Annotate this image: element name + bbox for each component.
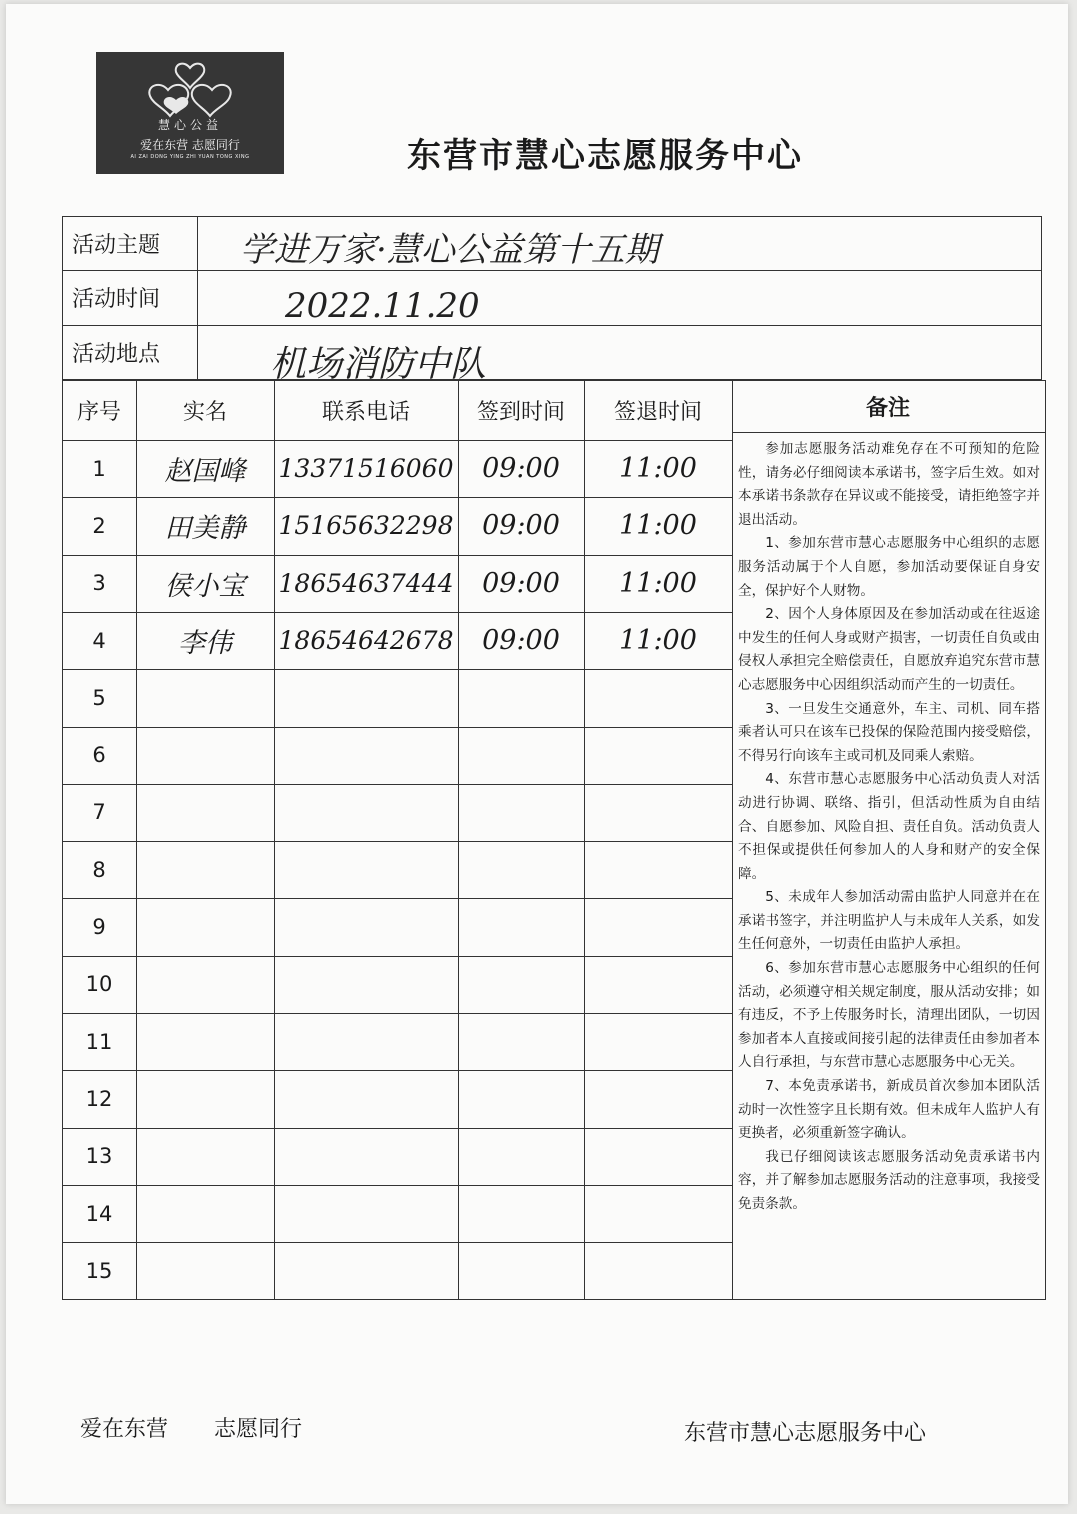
cell-name <box>136 784 274 841</box>
theme-label: 活动主题 <box>72 232 161 258</box>
cell-checkin <box>458 841 584 898</box>
cell-index: 2 <box>92 513 106 538</box>
cell-phone <box>274 1013 458 1070</box>
cell-checkout <box>584 841 732 898</box>
cell-phone: 15165632298 <box>278 511 454 541</box>
cell-checkout: 11:00 <box>619 510 697 542</box>
logo-slogan: 爱在东营 志愿同行 <box>140 138 240 152</box>
hearts-logo-icon <box>140 60 240 118</box>
cell-phone <box>274 1128 458 1185</box>
cell-checkin <box>458 898 584 955</box>
cell-phone <box>274 841 458 898</box>
cell-checkin <box>458 1070 584 1127</box>
page-title: 东营市慧心志愿服务中心 <box>407 136 803 176</box>
theme-value: 学进万家·慧心公益第十五期 <box>240 230 659 270</box>
cell-name <box>136 898 274 955</box>
cell-checkin <box>458 1013 584 1070</box>
cell-name <box>136 1013 274 1070</box>
cell-phone <box>274 1070 458 1127</box>
cell-checkin: 09:00 <box>482 453 560 485</box>
org-logo <box>96 52 284 174</box>
cell-checkout <box>584 898 732 955</box>
cell-name <box>136 1070 274 1127</box>
cell-checkout <box>584 1128 732 1185</box>
notes-paragraph: 6、参加东营市慧心志愿服务中心组织的任何活动，必须遵守相关规定制度，服从活动安排；如有违反，不予上传服务时长，清理出团队，一切因参加者本人直接或间接引起的法律责任由参加者本人自行承担，与东营市慧心志愿服务中心无关。 <box>738 960 1040 1071</box>
cell-checkin <box>458 784 584 841</box>
cell-checkout <box>584 1013 732 1070</box>
logo-name: 慧心公益 <box>157 118 222 132</box>
time-label: 活动时间 <box>72 287 161 312</box>
cell-checkout: 11:00 <box>619 625 697 657</box>
cell-checkin <box>458 956 584 1013</box>
cell-index: 5 <box>92 685 106 710</box>
cell-name <box>136 1128 274 1185</box>
footer-org: 东营市慧心志愿服务中心 <box>684 1421 927 1446</box>
cell-index: 8 <box>92 857 106 882</box>
cell-index: 11 <box>85 1029 113 1054</box>
footer-slogan-right: 志愿同行 <box>214 1417 303 1442</box>
cell-checkin <box>458 669 584 726</box>
cell-phone <box>274 669 458 726</box>
footer-slogan-left: 爱在东营 <box>80 1417 169 1442</box>
cell-checkout <box>584 669 732 726</box>
cell-name: 侯小宝 <box>164 570 246 602</box>
cell-index: 1 <box>92 456 106 481</box>
notes-paragraph: 5、未成年人参加活动需由监护人同意并在在承诺书签字，并注明监护人与未成年人关系，如发生任何意外，一切责任由监护人承担。 <box>738 889 1040 953</box>
time-value: 2022.11.20 <box>285 286 480 326</box>
disclaimer-notes <box>738 438 1040 1217</box>
cell-index: 3 <box>92 571 106 596</box>
cell-phone <box>274 956 458 1013</box>
cell-checkout: 11:00 <box>619 453 697 485</box>
header-name: 实名 <box>182 399 227 425</box>
logo-pinyin: AI ZAI DONG YING ZHI YUAN TONG XING <box>130 154 250 160</box>
notes-paragraph: 7、本免责承诺书，新成员首次参加本团队活动时一次性签字且长期有效。但未成年人监护人有更换者，必须重新签字确认。 <box>738 1078 1040 1142</box>
cell-phone <box>274 1242 458 1299</box>
cell-phone <box>274 784 458 841</box>
cell-name <box>136 1185 274 1242</box>
cell-phone <box>274 1185 458 1242</box>
cell-index: 13 <box>85 1144 113 1169</box>
notes-paragraph: 4、东营市慧心志愿服务中心活动负责人对活动进行协调、联络、指引，但活动性质为自由结合、自愿参加、风险自担、责任自负。活动负责人不担保或提供任何参加人的人身和财产的安全保障。 <box>738 771 1040 882</box>
cell-checkin <box>458 1242 584 1299</box>
cell-index: 7 <box>92 800 106 825</box>
cell-checkin: 09:00 <box>482 567 560 599</box>
notes-paragraph: 1、参加东营市慧心志愿服务中心组织的志愿服务活动属于个人自愿，参加活动要保证自身安全，保护好个人财物。 <box>738 535 1040 599</box>
cell-index: 10 <box>85 972 113 997</box>
cell-name <box>136 1242 274 1299</box>
cell-name: 李伟 <box>178 628 232 660</box>
notes-paragraph: 2、因个人身体原因及在参加活动或在往返途中发生的任何人身或财产损害，一切责任自负或由侵权人承担完全赔偿责任，自愿放弃追究东营市慧心志愿服务中心因组织活动而产生的一切责任。 <box>738 606 1040 693</box>
cell-phone: 18654642678 <box>278 626 454 656</box>
notes-paragraph: 我已仔细阅读该志愿服务活动免责承诺书内容，并了解参加志愿服务活动的注意事项，我接受免责条款。 <box>738 1148 1040 1212</box>
cell-name <box>136 956 274 1013</box>
cell-name: 田美静 <box>164 513 246 545</box>
cell-checkout <box>584 784 732 841</box>
notes-paragraph: 参加志愿服务活动难免存在不可预知的危险性，请务必仔细阅读本承诺书，签字后生效。如对本承诺书条款存在异议或不能接受，请拒绝签字并退出活动。 <box>738 441 1040 528</box>
cell-name: 赵国峰 <box>164 456 246 488</box>
cell-phone: 18654637444 <box>278 568 454 598</box>
cell-checkin <box>458 1185 584 1242</box>
cell-checkout <box>584 727 732 784</box>
cell-checkin <box>458 1128 584 1185</box>
cell-index: 6 <box>92 743 106 768</box>
cell-checkin <box>458 727 584 784</box>
cell-checkout <box>584 956 732 1013</box>
cell-name <box>136 727 274 784</box>
cell-name <box>136 669 274 726</box>
cell-phone: 13371516060 <box>278 454 454 484</box>
cell-checkin: 09:00 <box>482 510 560 542</box>
cell-index: 4 <box>92 628 106 653</box>
cell-index: 9 <box>92 915 106 940</box>
place-value: 机场消防中队 <box>270 344 487 385</box>
cell-index: 12 <box>85 1086 113 1111</box>
notes-paragraph: 3、一旦发生交通意外，车主、司机、同车搭乘者认可只在该车已投保的保险范围内接受赔偿，不得另行向该车主或司机及同乘人索赔。 <box>738 700 1040 764</box>
cell-phone <box>274 898 458 955</box>
cell-checkin: 09:00 <box>482 625 560 657</box>
cell-checkout: 11:00 <box>619 567 697 599</box>
cell-index: 15 <box>85 1258 113 1283</box>
header-checkout: 签退时间 <box>613 399 702 425</box>
cell-checkout <box>584 1242 732 1299</box>
header-phone: 联系电话 <box>321 399 410 425</box>
place-label: 活动地点 <box>72 342 161 367</box>
cell-phone <box>274 727 458 784</box>
header-index: 序号 <box>76 399 121 425</box>
cell-checkout <box>584 1070 732 1127</box>
header-checkin: 签到时间 <box>476 399 565 425</box>
cell-name <box>136 841 274 898</box>
cell-index: 14 <box>85 1201 113 1226</box>
cell-checkout <box>584 1185 732 1242</box>
header-notes: 备注 <box>865 395 910 421</box>
